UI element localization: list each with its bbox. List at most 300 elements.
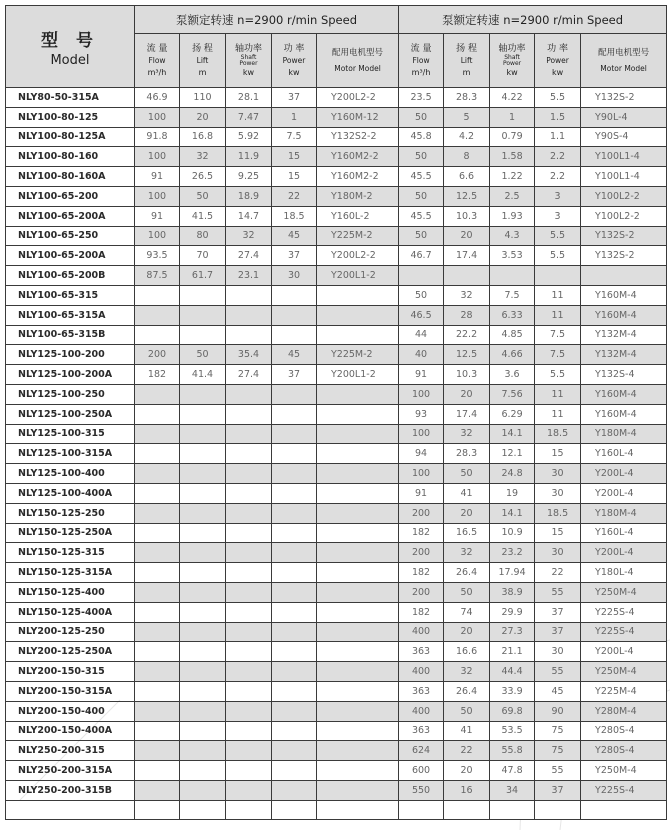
- lift-header-en: Lift: [196, 55, 209, 65]
- shaft-power-cell-right: 21.1: [490, 642, 535, 662]
- flow-header-cn: 流 量: [146, 43, 168, 54]
- lift-cell-right: 41: [444, 721, 490, 741]
- motor-cell-left: [317, 325, 399, 345]
- motor-cell-right: Y160L-4: [581, 444, 667, 464]
- flow-cell-right: 45.8: [399, 127, 444, 147]
- shaft-power-header: [490, 34, 535, 88]
- shaft-power-cell-left: [226, 622, 272, 642]
- lift-cell-left: [180, 424, 226, 444]
- motor-cell-right: Y160M-4: [581, 305, 667, 325]
- lift-cell-right: 17.4: [444, 404, 490, 424]
- power-cell-left: [272, 305, 317, 325]
- table-row: [6, 384, 667, 404]
- model-cell: NLY125-100-315: [6, 424, 135, 444]
- lift-header: [180, 34, 226, 88]
- lift-cell-left: [180, 582, 226, 602]
- flow-cell-left: [135, 800, 180, 820]
- power-cell-left: [272, 464, 317, 484]
- shaft-power-cell-right: 10.9: [490, 523, 535, 543]
- flow-cell-left: 200: [135, 345, 180, 365]
- power-cell-right: [535, 800, 581, 820]
- motor-cell-left: Y200L1-2: [317, 266, 399, 286]
- table-row: [6, 167, 667, 187]
- table-row: [6, 543, 667, 563]
- lift-cell-left: [180, 503, 226, 523]
- shaft-power-cell-right: 19: [490, 483, 535, 503]
- table-row: [6, 662, 667, 682]
- lift-header-unit: m: [198, 67, 207, 77]
- flow-cell-right: 100: [399, 424, 444, 444]
- flow-cell-left: [135, 483, 180, 503]
- motor-cell-left: [317, 761, 399, 781]
- flow-cell-right: 200: [399, 503, 444, 523]
- flow-cell-right: 45.5: [399, 167, 444, 187]
- flow-cell-right: 200: [399, 582, 444, 602]
- lift-cell-right: 16.5: [444, 523, 490, 543]
- power-cell-right: 15: [535, 523, 581, 543]
- flow-header-unit: m³/h: [411, 67, 431, 77]
- model-cell: NLY100-65-315: [6, 285, 135, 305]
- motor-cell-left: Y160M-12: [317, 107, 399, 127]
- flow-cell-right: 400: [399, 662, 444, 682]
- flow-cell-right: 50: [399, 226, 444, 246]
- motor-cell-right: Y132S-2: [581, 226, 667, 246]
- motor-cell-left: Y160L-2: [317, 206, 399, 226]
- model-cell: NLY150-125-315A: [6, 563, 135, 583]
- motor-cell-left: Y225M-2: [317, 226, 399, 246]
- power-cell-right: 11: [535, 404, 581, 424]
- motor-cell-right: [581, 800, 667, 820]
- flow-cell-left: [135, 642, 180, 662]
- power-cell-left: 22: [272, 186, 317, 206]
- motor-cell-left: [317, 384, 399, 404]
- power-cell-right: 55: [535, 761, 581, 781]
- motor-cell-left: [317, 681, 399, 701]
- power-cell-right: 18.5: [535, 424, 581, 444]
- motor-model-header: [581, 34, 667, 88]
- motor-cell-left: [317, 424, 399, 444]
- power-cell-right: 3: [535, 206, 581, 226]
- shaft-power-cell-left: [226, 325, 272, 345]
- shaft-power-cell-right: [490, 266, 535, 286]
- flow-cell-left: [135, 701, 180, 721]
- flow-header-unit: m³/h: [147, 67, 167, 77]
- model-header-en: Model: [50, 52, 90, 68]
- power-cell-right: 2.2: [535, 167, 581, 187]
- motor-cell-right: Y100L1-4: [581, 147, 667, 167]
- power-cell-left: [272, 780, 317, 800]
- model-cell: NLY125-100-250: [6, 384, 135, 404]
- lift-cell-left: [180, 701, 226, 721]
- motor-cell-left: [317, 543, 399, 563]
- lift-cell-left: [180, 721, 226, 741]
- shaft-power-cell-left: [226, 721, 272, 741]
- motor-cell-right: Y100L2-2: [581, 206, 667, 226]
- shaft-power-cell-left: [226, 483, 272, 503]
- flow-cell-right: 50: [399, 285, 444, 305]
- motor-cell-left: [317, 464, 399, 484]
- power-cell-left: [272, 800, 317, 820]
- model-cell: NLY200-150-400A: [6, 721, 135, 741]
- lift-cell-right: 4.2: [444, 127, 490, 147]
- power-cell-left: 7.5: [272, 127, 317, 147]
- power-cell-left: [272, 503, 317, 523]
- power-cell-left: [272, 404, 317, 424]
- table-row: [6, 642, 667, 662]
- motor-cell-right: Y225S-4: [581, 602, 667, 622]
- shaft-power-cell-right: 4.3: [490, 226, 535, 246]
- model-cell: NLY100-65-315A: [6, 305, 135, 325]
- shaft-power-cell-right: 6.33: [490, 305, 535, 325]
- power-header-unit: kw: [551, 67, 564, 77]
- motor-cell-right: Y225S-4: [581, 622, 667, 642]
- motor-header-cn: 配用电机型号: [332, 47, 384, 58]
- shaft-power-cell-left: 32: [226, 226, 272, 246]
- model-cell: NLY100-80-160A: [6, 167, 135, 187]
- shaft-power-cell-left: 14.7: [226, 206, 272, 226]
- model-cell: NLY150-125-400A: [6, 602, 135, 622]
- shaft-power-cell-left: 28.1: [226, 88, 272, 108]
- flow-cell-right: 600: [399, 761, 444, 781]
- flow-cell-left: 100: [135, 107, 180, 127]
- motor-cell-left: [317, 622, 399, 642]
- lift-cell-left: [180, 622, 226, 642]
- shaft-power-header-cn: 轴功率: [498, 43, 526, 54]
- lift-cell-right: 50: [444, 701, 490, 721]
- motor-cell-right: Y90S-4: [581, 127, 667, 147]
- power-header-cn: 功 率: [547, 43, 568, 54]
- motor-cell-right: Y200L-4: [581, 483, 667, 503]
- flow-cell-left: [135, 780, 180, 800]
- lift-cell-right: 50: [444, 582, 490, 602]
- model-cell: NLY80-50-315A: [6, 88, 135, 108]
- power-cell-right: 5.5: [535, 88, 581, 108]
- shaft-power-cell-right: 3.6: [490, 365, 535, 385]
- flow-cell-right: 40: [399, 345, 444, 365]
- model-cell: NLY100-65-200: [6, 186, 135, 206]
- lift-cell-left: 41.5: [180, 206, 226, 226]
- flow-cell-right: 363: [399, 642, 444, 662]
- lift-cell-right: 26.4: [444, 563, 490, 583]
- power-cell-left: [272, 582, 317, 602]
- lift-cell-left: [180, 563, 226, 583]
- shaft-power-cell-right: 4.22: [490, 88, 535, 108]
- power-cell-left: [272, 622, 317, 642]
- motor-cell-left: [317, 523, 399, 543]
- table-row: [6, 780, 667, 800]
- motor-cell-left: Y160M2-2: [317, 147, 399, 167]
- motor-cell-left: [317, 602, 399, 622]
- flow-cell-right: 624: [399, 741, 444, 761]
- lift-cell-left: [180, 464, 226, 484]
- shaft-power-cell-right: 17.94: [490, 563, 535, 583]
- shaft-power-cell-right: 0.79: [490, 127, 535, 147]
- shaft-power-cell-right: 34: [490, 780, 535, 800]
- motor-cell-right: Y200L-4: [581, 464, 667, 484]
- power-cell-right: 37: [535, 780, 581, 800]
- motor-cell-left: [317, 563, 399, 583]
- shaft-power-cell-right: 14.1: [490, 424, 535, 444]
- flow-cell-left: 93.5: [135, 246, 180, 266]
- lift-cell-right: 22.2: [444, 325, 490, 345]
- shaft-power-cell-right: 38.9: [490, 582, 535, 602]
- shaft-power-header-unit: kw: [242, 67, 255, 77]
- shaft-power-cell-left: [226, 780, 272, 800]
- flow-cell-left: 91: [135, 167, 180, 187]
- lift-cell-right: 32: [444, 662, 490, 682]
- lift-cell-left: [180, 642, 226, 662]
- power-cell-left: [272, 761, 317, 781]
- shaft-power-cell-right: 2.5: [490, 186, 535, 206]
- motor-cell-left: Y200L1-2: [317, 365, 399, 385]
- motor-cell-left: [317, 642, 399, 662]
- table-row: [6, 186, 667, 206]
- shaft-power-cell-right: 6.29: [490, 404, 535, 424]
- shaft-power-cell-right: 4.66: [490, 345, 535, 365]
- shaft-power-cell-left: [226, 741, 272, 761]
- table-row: [6, 266, 667, 286]
- power-cell-right: 75: [535, 741, 581, 761]
- lift-cell-left: [180, 602, 226, 622]
- shaft-power-cell-right: 1.22: [490, 167, 535, 187]
- motor-cell-left: [317, 285, 399, 305]
- motor-cell-right: Y225S-4: [581, 780, 667, 800]
- model-cell: NLY125-100-400: [6, 464, 135, 484]
- power-cell-right: 11: [535, 285, 581, 305]
- model-header-cn: 型 号: [41, 30, 99, 51]
- power-header: [272, 34, 317, 88]
- flow-cell-left: [135, 582, 180, 602]
- flow-cell-left: [135, 761, 180, 781]
- power-cell-right: 5.5: [535, 365, 581, 385]
- flow-cell-right: 46.7: [399, 246, 444, 266]
- flow-cell-right: 91: [399, 483, 444, 503]
- flow-cell-left: [135, 384, 180, 404]
- shaft-power-header: [226, 34, 272, 88]
- lift-cell-left: [180, 681, 226, 701]
- model-cell: NLY200-150-315A: [6, 681, 135, 701]
- shaft-power-cell-left: [226, 582, 272, 602]
- motor-cell-left: Y200L2-2: [317, 246, 399, 266]
- model-column-header: [6, 6, 135, 88]
- lift-cell-right: 41: [444, 483, 490, 503]
- motor-cell-right: Y280S-4: [581, 721, 667, 741]
- power-header-en: Power: [282, 55, 306, 65]
- lift-cell-left: [180, 404, 226, 424]
- model-cell: NLY150-125-315: [6, 543, 135, 563]
- flow-cell-left: [135, 424, 180, 444]
- lift-cell-left: [180, 444, 226, 464]
- lift-cell-right: 5: [444, 107, 490, 127]
- shaft-power-cell-right: 33.9: [490, 681, 535, 701]
- power-cell-left: [272, 424, 317, 444]
- lift-cell-right: 28.3: [444, 444, 490, 464]
- shaft-power-cell-right: 29.9: [490, 602, 535, 622]
- lift-cell-left: 20: [180, 107, 226, 127]
- power-cell-right: 30: [535, 543, 581, 563]
- flow-cell-left: [135, 721, 180, 741]
- lift-cell-left: 26.5: [180, 167, 226, 187]
- flow-header: [399, 34, 444, 88]
- model-cell: NLY250-200-315: [6, 741, 135, 761]
- motor-cell-right: Y200L-4: [581, 543, 667, 563]
- shaft-power-cell-left: [226, 523, 272, 543]
- power-cell-right: 30: [535, 642, 581, 662]
- table-row: [6, 246, 667, 266]
- lift-cell-right: 16: [444, 780, 490, 800]
- shaft-power-cell-right: 4.85: [490, 325, 535, 345]
- shaft-power-header-en2: Power: [239, 59, 258, 67]
- power-cell-left: [272, 721, 317, 741]
- shaft-power-cell-left: 11.9: [226, 147, 272, 167]
- motor-cell-left: Y160M2-2: [317, 167, 399, 187]
- table-row: [6, 226, 667, 246]
- table-row: [6, 582, 667, 602]
- table-row: [6, 602, 667, 622]
- lift-header-en: Lift: [460, 55, 473, 65]
- shaft-power-cell-right: 47.8: [490, 761, 535, 781]
- power-cell-right: 15: [535, 444, 581, 464]
- model-cell: [6, 800, 135, 820]
- shaft-power-cell-right: 3.53: [490, 246, 535, 266]
- flow-cell-right: [399, 800, 444, 820]
- shaft-power-cell-right: 1.93: [490, 206, 535, 226]
- flow-cell-right: 46.5: [399, 305, 444, 325]
- motor-cell-left: [317, 444, 399, 464]
- model-cell: NLY125-100-200: [6, 345, 135, 365]
- shaft-power-cell-right: 69.8: [490, 701, 535, 721]
- motor-cell-right: Y280S-4: [581, 741, 667, 761]
- shaft-power-cell-left: [226, 662, 272, 682]
- lift-cell-right: 17.4: [444, 246, 490, 266]
- flow-cell-right: 50: [399, 107, 444, 127]
- shaft-power-cell-left: [226, 444, 272, 464]
- lift-cell-right: 22: [444, 741, 490, 761]
- power-cell-right: 3: [535, 186, 581, 206]
- power-cell-right: 30: [535, 483, 581, 503]
- power-cell-left: 37: [272, 246, 317, 266]
- power-cell-right: 37: [535, 602, 581, 622]
- flow-cell-right: 182: [399, 563, 444, 583]
- flow-cell-right: 363: [399, 721, 444, 741]
- lift-cell-right: [444, 266, 490, 286]
- flow-cell-left: [135, 543, 180, 563]
- speed-header-right: 泵额定转速 n=2900 r/min Speed: [399, 6, 667, 34]
- lift-header-unit: m: [462, 67, 471, 77]
- model-cell: NLY125-100-400A: [6, 483, 135, 503]
- shaft-power-cell-left: [226, 305, 272, 325]
- motor-cell-right: Y132M-4: [581, 325, 667, 345]
- motor-cell-left: [317, 780, 399, 800]
- flow-cell-left: [135, 662, 180, 682]
- power-cell-right: 37: [535, 622, 581, 642]
- model-cell: NLY250-200-315B: [6, 780, 135, 800]
- table-row: [6, 622, 667, 642]
- shaft-power-cell-right: 23.2: [490, 543, 535, 563]
- power-cell-left: [272, 563, 317, 583]
- shaft-power-cell-right: 44.4: [490, 662, 535, 682]
- flow-cell-right: 182: [399, 523, 444, 543]
- lift-cell-left: 32: [180, 147, 226, 167]
- lift-cell-left: [180, 543, 226, 563]
- flow-cell-right: 93: [399, 404, 444, 424]
- shaft-power-header-en1: Shaft: [504, 53, 520, 61]
- power-cell-right: 1.5: [535, 107, 581, 127]
- motor-cell-left: [317, 701, 399, 721]
- power-cell-right: 90: [535, 701, 581, 721]
- model-cell: NLY150-125-250: [6, 503, 135, 523]
- table-row: [6, 523, 667, 543]
- table-row: [6, 741, 667, 761]
- table-row: [6, 88, 667, 108]
- shaft-power-cell-right: 7.56: [490, 384, 535, 404]
- motor-header-en: Motor Model: [600, 63, 647, 73]
- model-cell: NLY100-65-200A: [6, 246, 135, 266]
- lift-cell-right: 74: [444, 602, 490, 622]
- flow-cell-right: 50: [399, 186, 444, 206]
- flow-cell-left: [135, 681, 180, 701]
- table-row: [6, 206, 667, 226]
- flow-cell-left: [135, 325, 180, 345]
- motor-cell-right: Y160L-4: [581, 523, 667, 543]
- power-cell-left: [272, 523, 317, 543]
- power-cell-left: 30: [272, 266, 317, 286]
- shaft-power-cell-right: 1: [490, 107, 535, 127]
- table-row: [6, 563, 667, 583]
- lift-cell-right: 32: [444, 543, 490, 563]
- shaft-power-cell-right: 53.5: [490, 721, 535, 741]
- flow-cell-right: 91: [399, 365, 444, 385]
- motor-cell-right: Y160M-4: [581, 404, 667, 424]
- flow-cell-left: 100: [135, 147, 180, 167]
- table-row: [6, 404, 667, 424]
- lift-cell-right: 28: [444, 305, 490, 325]
- table-row: [6, 444, 667, 464]
- power-cell-right: 7.5: [535, 345, 581, 365]
- motor-cell-left: [317, 305, 399, 325]
- model-cell: NLY100-80-125A: [6, 127, 135, 147]
- lift-cell-left: 16.8: [180, 127, 226, 147]
- shaft-power-cell-left: [226, 404, 272, 424]
- power-cell-left: [272, 642, 317, 662]
- motor-cell-right: Y100L1-4: [581, 167, 667, 187]
- flow-cell-right: 50: [399, 147, 444, 167]
- table-row: [6, 464, 667, 484]
- model-cell: NLY125-100-200A: [6, 365, 135, 385]
- power-cell-left: 15: [272, 167, 317, 187]
- table-row: [6, 345, 667, 365]
- power-cell-right: [535, 266, 581, 286]
- power-cell-left: [272, 285, 317, 305]
- table-row: [6, 325, 667, 345]
- shaft-power-header-en1: Shaft: [240, 53, 257, 61]
- flow-cell-right: 100: [399, 464, 444, 484]
- shaft-power-cell-left: [226, 602, 272, 622]
- flow-cell-left: 91.8: [135, 127, 180, 147]
- lift-header: [444, 34, 490, 88]
- table-row: [6, 681, 667, 701]
- motor-cell-left: Y200L2-2: [317, 88, 399, 108]
- lift-cell-right: 20: [444, 503, 490, 523]
- shaft-power-cell-right: 55.8: [490, 741, 535, 761]
- lift-cell-right: 16.6: [444, 642, 490, 662]
- lift-cell-right: 32: [444, 424, 490, 444]
- motor-cell-right: Y132S-2: [581, 88, 667, 108]
- motor-cell-left: [317, 404, 399, 424]
- flow-cell-left: 100: [135, 226, 180, 246]
- motor-header-cn: 配用电机型号: [598, 47, 650, 58]
- power-cell-left: [272, 543, 317, 563]
